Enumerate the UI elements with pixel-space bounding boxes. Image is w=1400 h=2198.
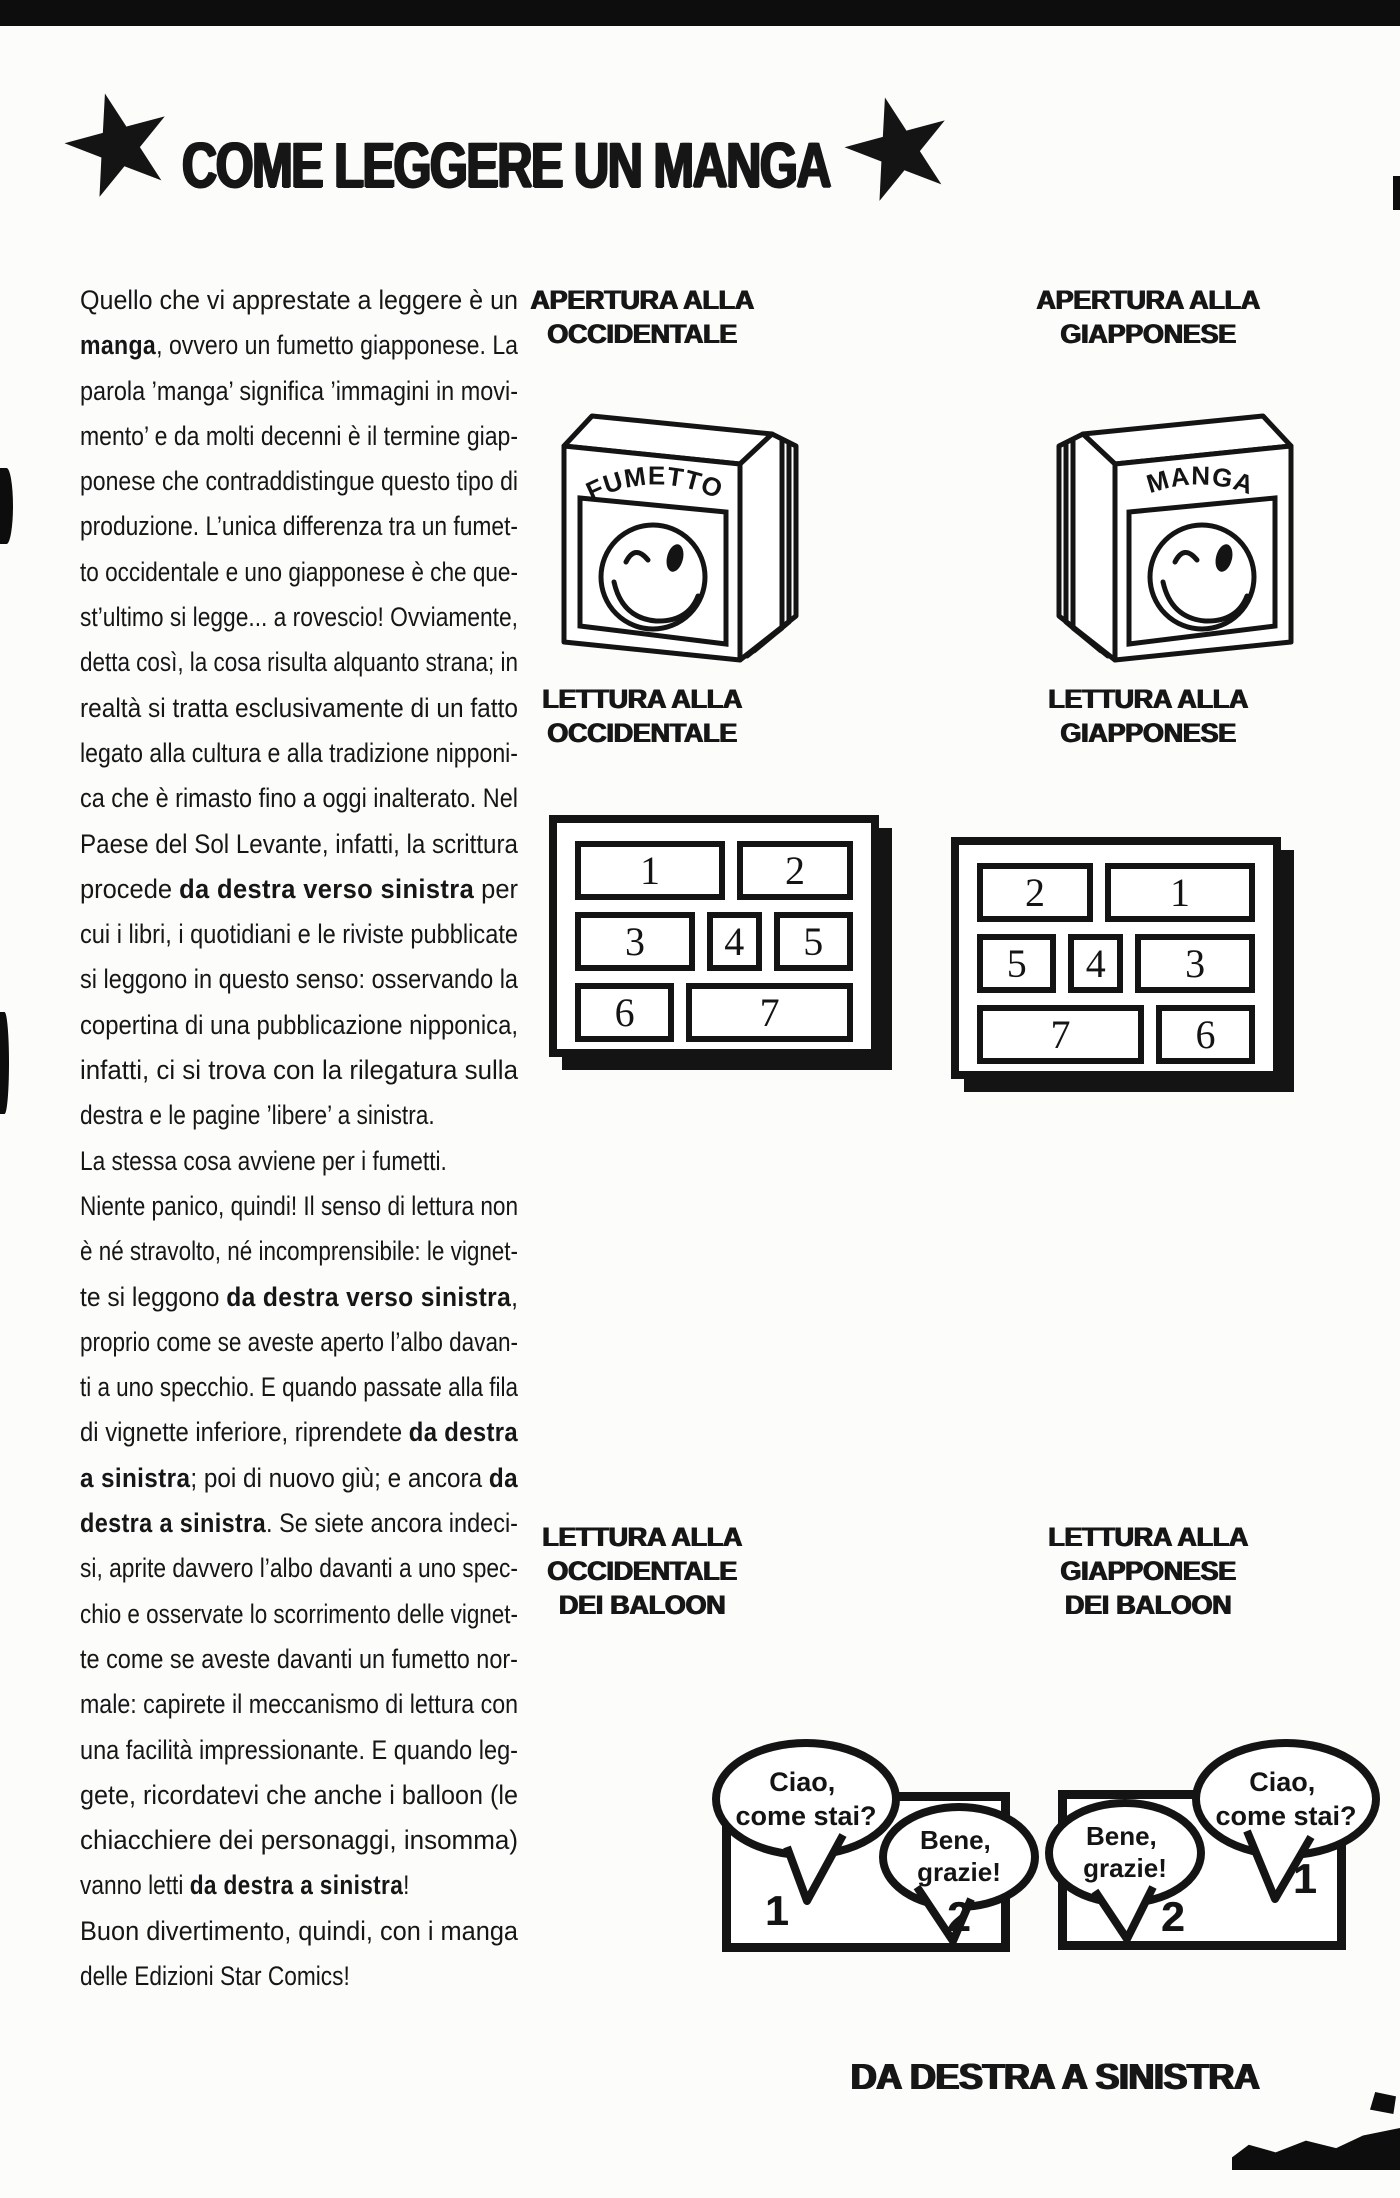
- comic-panel-5: 5: [977, 934, 1056, 993]
- heading-line: APERTURA ALLA: [1036, 285, 1260, 315]
- scan-artifact-right-mark: [1393, 176, 1400, 210]
- comic-panel-2: 2: [737, 841, 853, 900]
- heading-line: OCCIDENTALE: [547, 1556, 737, 1586]
- article-line: [80, 1320, 518, 1365]
- article-line-text: st’ultimo si legge... a rovescio! Ovviamente,: [80, 602, 518, 633]
- comic-panel-3: 3: [575, 912, 695, 971]
- comic-panel-6: 6: [575, 983, 674, 1042]
- balloon-text: Bene,: [1085, 1821, 1157, 1851]
- article-line-text: realtà si tratta esclusivamente di un fatto: [80, 692, 518, 723]
- article-line-text: chio e osservate lo scorrimento delle vignet-: [80, 1598, 518, 1629]
- article-line: [80, 1773, 518, 1818]
- comic-panel-4: 4: [707, 912, 762, 971]
- article-line: [80, 731, 518, 776]
- article-line-text: ca che è rimasto fino a oggi inalterato. Nel: [80, 783, 518, 814]
- article-line: [80, 1275, 518, 1320]
- article-line-text: manga, ovvero un fumetto giapponese. La: [80, 330, 518, 361]
- article-text: [80, 278, 518, 1999]
- article-line: [80, 1003, 518, 1048]
- heading-line: DEI BALOON: [1064, 1590, 1232, 1620]
- article-line-text: procede da destra verso sinistra per: [80, 873, 518, 904]
- scan-artifact-top-bar: [0, 0, 1400, 26]
- balloon-panel-western: [722, 1767, 1010, 1952]
- panel-row: [575, 841, 853, 900]
- article-line-text: si leggono in questo senso: osservando la: [80, 964, 518, 995]
- article-line: [80, 1456, 518, 1501]
- article-line: [80, 822, 518, 867]
- face-outline: [1150, 525, 1254, 629]
- article-line-text: si, aprite davvero l’albo davanti a uno spec-: [80, 1553, 518, 1584]
- scan-artifact-corner-mark: [1232, 2128, 1400, 2170]
- article-line: [80, 1863, 518, 1908]
- balloon-text: grazie!: [1083, 1853, 1167, 1883]
- comic-panel-7: 7: [686, 983, 853, 1042]
- scan-artifact-left-mark: [0, 468, 13, 544]
- book-cover-title: FUMETTO: [581, 460, 728, 507]
- article-line-text: Buon divertimento, quindi, con i manga: [80, 1915, 518, 1946]
- article-line: [80, 1909, 518, 1954]
- reading-order-number: 2: [947, 1893, 970, 1940]
- balloon-text: come stai?: [735, 1801, 877, 1831]
- article-line: [80, 323, 518, 368]
- article-line: [80, 414, 518, 459]
- face-outline: [601, 525, 705, 629]
- article-line-text: a sinistra; poi di nuovo giù; e ancora da: [80, 1462, 518, 1493]
- article-line: [80, 867, 518, 912]
- heading-line: GIAPPONESE: [1060, 319, 1236, 349]
- heading-line: LETTURA ALLA: [1048, 1522, 1248, 1552]
- article-line: [80, 1592, 518, 1637]
- article-line-text: Niente panico, quindi! Il senso di lettura non: [80, 1190, 518, 1221]
- article-line: [80, 1728, 518, 1773]
- article-line-text: produzione. L’unica differenza tra un fumet-: [80, 511, 518, 542]
- comic-panel-2: 2: [977, 863, 1093, 922]
- article-line-text: è né stravolto, né incomprensibile: le vignet-: [80, 1236, 518, 1267]
- article-line-text: to occidentale e uno giapponese è che que-: [80, 556, 518, 587]
- article-line: [80, 776, 518, 821]
- book-fumetto-illustration: [542, 370, 807, 665]
- article-line-text: male: capirete il meccanismo di lettura con: [80, 1689, 518, 1720]
- comic-panel-1: 1: [1105, 863, 1255, 922]
- article-line: [80, 1139, 518, 1184]
- balloon-text: Ciao,: [1249, 1767, 1316, 1797]
- article-line-text: infatti, ci si trova con la rilegatura sulla: [80, 1055, 518, 1086]
- heading-apertura-giapponese: [1028, 283, 1268, 351]
- article-line: [80, 957, 518, 1002]
- panel-row: [575, 912, 853, 971]
- bottom-caption: DA DESTRA A SINISTRA: [850, 2056, 1260, 2097]
- heading-line: GIAPPONESE: [1060, 718, 1236, 748]
- smiley-face: [601, 525, 705, 629]
- article-line-text: una facilità impressionante. E quando leg-: [80, 1734, 518, 1765]
- article-line: [80, 504, 518, 549]
- article-line: [80, 1048, 518, 1093]
- page-title: COME LEGGERE UN MANGA: [182, 129, 830, 201]
- article-line-text: vanno letti da destra a sinistra!: [80, 1870, 410, 1901]
- article-line-text: detta così, la cosa risulta alquanto strana; in: [80, 647, 518, 678]
- heading-baloon-giapponese: [1028, 1520, 1268, 1622]
- article-line: [80, 550, 518, 595]
- article-line: [80, 1093, 518, 1138]
- heading-lettura-occidentale: [522, 682, 762, 750]
- comic-panel-5: 5: [774, 912, 853, 971]
- article-line: [80, 1546, 518, 1591]
- article-line: [80, 595, 518, 640]
- scan-artifact-left-mark: [0, 1012, 9, 1114]
- article-line-text: La stessa cosa avviene per i fumetti.: [80, 1145, 447, 1176]
- article-line-text: cui i libri, i quotidiani e le riviste pubblicate: [80, 919, 518, 950]
- heading-lettura-giapponese: [1028, 682, 1268, 750]
- article-line-text: Quello che vi apprestate a leggere è un: [80, 285, 518, 315]
- heading-line: LETTURA ALLA: [1048, 684, 1248, 714]
- article-line: [80, 1682, 518, 1727]
- heading-line: DEI BALOON: [558, 1590, 726, 1620]
- star-icon: [840, 90, 958, 212]
- article-line: [80, 1637, 518, 1682]
- book-manga-illustration: [1048, 370, 1313, 665]
- heading-line: APERTURA ALLA: [530, 285, 754, 315]
- star-icon: [60, 86, 178, 208]
- heading-line: GIAPPONESE: [1060, 1556, 1236, 1586]
- speech-balloon-ciao: [1183, 1735, 1393, 1915]
- article-line-text: te si leggono da destra verso sinistra,: [80, 1281, 518, 1312]
- heading-apertura-occidentale: [522, 283, 762, 351]
- heading-baloon-occidentale: [522, 1520, 762, 1622]
- article-line: [80, 1954, 518, 1999]
- panel-row: [977, 1005, 1255, 1064]
- article-line-text: proprio come se aveste aperto l’albo davan-: [80, 1326, 518, 1357]
- article-line: [80, 459, 518, 504]
- panel-row: [977, 863, 1255, 922]
- article-line-text: delle Edizioni Star Comics!: [80, 1960, 350, 1991]
- balloon-panel-japanese: [1058, 1767, 1357, 1950]
- balloon-text: Ciao,: [769, 1767, 836, 1797]
- comic-panel-6: 6: [1156, 1005, 1255, 1064]
- article-line: [80, 1229, 518, 1274]
- balloon-text: come stai?: [1215, 1801, 1357, 1831]
- heading-line: LETTURA ALLA: [542, 684, 742, 714]
- article-line: [80, 278, 518, 323]
- heading-line: OCCIDENTALE: [547, 718, 737, 748]
- scan-artifact-corner-mark: [1370, 2092, 1396, 2114]
- balloon-tail: [1095, 1887, 1153, 1939]
- article-line-text: destra a sinistra. Se siete ancora indeci-: [80, 1508, 518, 1539]
- article-line-text: chiacchiere dei personaggi, insomma): [80, 1825, 518, 1856]
- article-line-text: te come se aveste davanti un fumetto nor-: [80, 1643, 518, 1674]
- reading-order-number: 2: [1161, 1893, 1184, 1940]
- article-line: [80, 686, 518, 731]
- article-line: [80, 1818, 518, 1863]
- article-line-text: di vignette inferiore, riprendete da destra: [80, 1417, 518, 1448]
- balloon-text: Bene,: [919, 1825, 991, 1855]
- article-line-text: parola ’manga’ significa ’immagini in movi-: [80, 375, 518, 406]
- article-line: [80, 640, 518, 685]
- heading-line: OCCIDENTALE: [547, 319, 737, 349]
- page-diagram-western: [549, 815, 879, 1057]
- smiley-face: [1150, 525, 1254, 629]
- balloon-text: grazie!: [917, 1857, 1001, 1887]
- article-line: [80, 1410, 518, 1455]
- article-line-text: gete, ricordatevi che anche i balloon (le: [80, 1779, 518, 1810]
- article-line: [80, 369, 518, 414]
- comic-panel-4: 4: [1068, 934, 1123, 993]
- book-cover-title: MANGA: [1142, 460, 1259, 501]
- article-line-text: Paese del Sol Levante, infatti, la scrittura: [80, 828, 518, 859]
- comic-panel-3: 3: [1135, 934, 1255, 993]
- page-diagram-japanese: [951, 837, 1281, 1079]
- article-line: [80, 1365, 518, 1410]
- article-line: [80, 912, 518, 957]
- article-line-text: destra e le pagine ’libere’ a sinistra.: [80, 1100, 435, 1131]
- panel-row: [977, 934, 1255, 993]
- heading-line: LETTURA ALLA: [542, 1522, 742, 1552]
- reading-order-number: 1: [1293, 1855, 1316, 1902]
- article-line-text: ponese che contraddistingue questo tipo di: [80, 466, 518, 497]
- article-line: [80, 1184, 518, 1229]
- comic-panel-7: 7: [977, 1005, 1144, 1064]
- article-line-text: legato alla cultura e alla tradizione nipponi-: [80, 737, 518, 768]
- comic-panel-1: 1: [575, 841, 725, 900]
- panel-row: [575, 983, 853, 1042]
- article-line-text: mento’ e da molti decenni è il termine giap-: [80, 420, 518, 451]
- article-line-text: copertina di una pubblicazione nipponica,: [80, 1009, 518, 1040]
- article-line-text: ti a uno specchio. E quando passate alla fila: [80, 1372, 518, 1403]
- article-line: [80, 1501, 518, 1546]
- reading-order-number: 1: [765, 1887, 788, 1934]
